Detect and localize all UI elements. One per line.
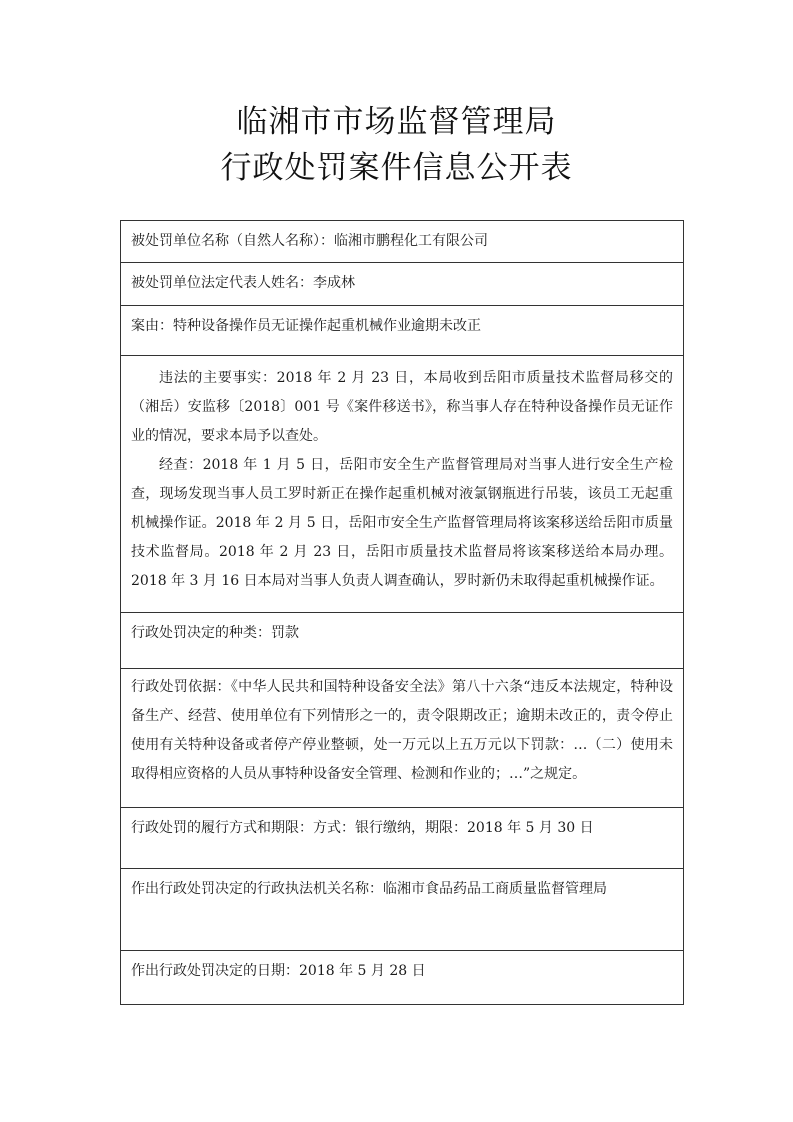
row-legal-rep [121,263,683,306]
legal-rep-value: 李成林 [313,275,355,291]
case-cause-label: 案由： [131,318,173,334]
authority-label: 作出行政处罚决定的行政执法机关名称： [131,881,383,897]
decision-date-label: 作出行政处罚决定的日期： [131,963,299,979]
row-decision-date [121,951,683,1004]
party-name-label: 被处罚单位名称（自然人名称）： [131,233,334,249]
document-subtitle: 行政处罚案件信息公开表 [220,150,573,186]
legal-basis-label: 行政处罚依据： [131,679,231,695]
row-facts [121,356,683,613]
case-info-table [120,220,684,1005]
row-party-name [121,221,683,263]
row-legal-basis [121,669,683,808]
case-cause-value: 特种设备操作员无证操作起重机械作业逾期未改正 [173,318,481,334]
row-case-cause [121,306,683,356]
legal-rep-label: 被处罚单位法定代表人姓名： [131,275,313,291]
party-name-value: 临湘市鹏程化工有限公司 [334,233,488,249]
decision-date-value: 2018 年 5 月 28 日 [299,963,426,979]
authority-value: 临湘市食品药品工商质量监督管理局 [383,881,607,897]
row-execution [121,808,683,869]
legal-basis-value: 《中华人民共和国特种设备安全法》第八十六条“违反本法规定，特种设备生产、经营、使用单位有下列情形之一的，责令限期改正；逾期未改正的，责令停止使用有关特种设备或者停产停业整顿，处一万元以上五万元以下罚款：…（二）使用未取得相应资格的人员从事特种设备安全管理、检测和作业的；…”之规定。 [131,679,674,782]
document-title: 临湘市市场监督管理局 [236,104,557,140]
facts-paragraph-1: 违法的主要事实：2018 年 2 月 23 日，本局收到岳阳市质量技术监督局移交的（湘岳）安监移〔2018〕001 号《案件移送书》，称当事人存在特种设备操作员无证作业的情况，要求本局予以查处。 [131,370,673,444]
execution-label: 行政处罚的履行方式和期限： [131,820,313,836]
penalty-type-label: 行政处罚决定的种类： [131,625,271,641]
row-authority [121,869,683,951]
penalty-type-value: 罚款 [271,625,299,641]
facts-paragraph-2: 经查：2018 年 1 月 5 日，岳阳市安全生产监督管理局对当事人进行安全生产检查，现场发现当事人员工罗时新正在操作起重机械对液氯钢瓶进行吊装，该员工无起重机械操作证。2018 年 2 月 5 日，岳阳市安全生产监督管理局将该案移送给岳阳市质量技术监督局。2018 年 2 月 23 日，岳阳市质量技术监督局将该案移送给本局办理。2018 年 3 月 16 日本局对当事人负责人调查确认，罗时新仍未取得起重机械操作证。 [131,457,673,589]
row-penalty-type [121,613,683,669]
execution-value: 方式：银行缴纳，期限：2018 年 5 月 30 日 [313,820,594,836]
